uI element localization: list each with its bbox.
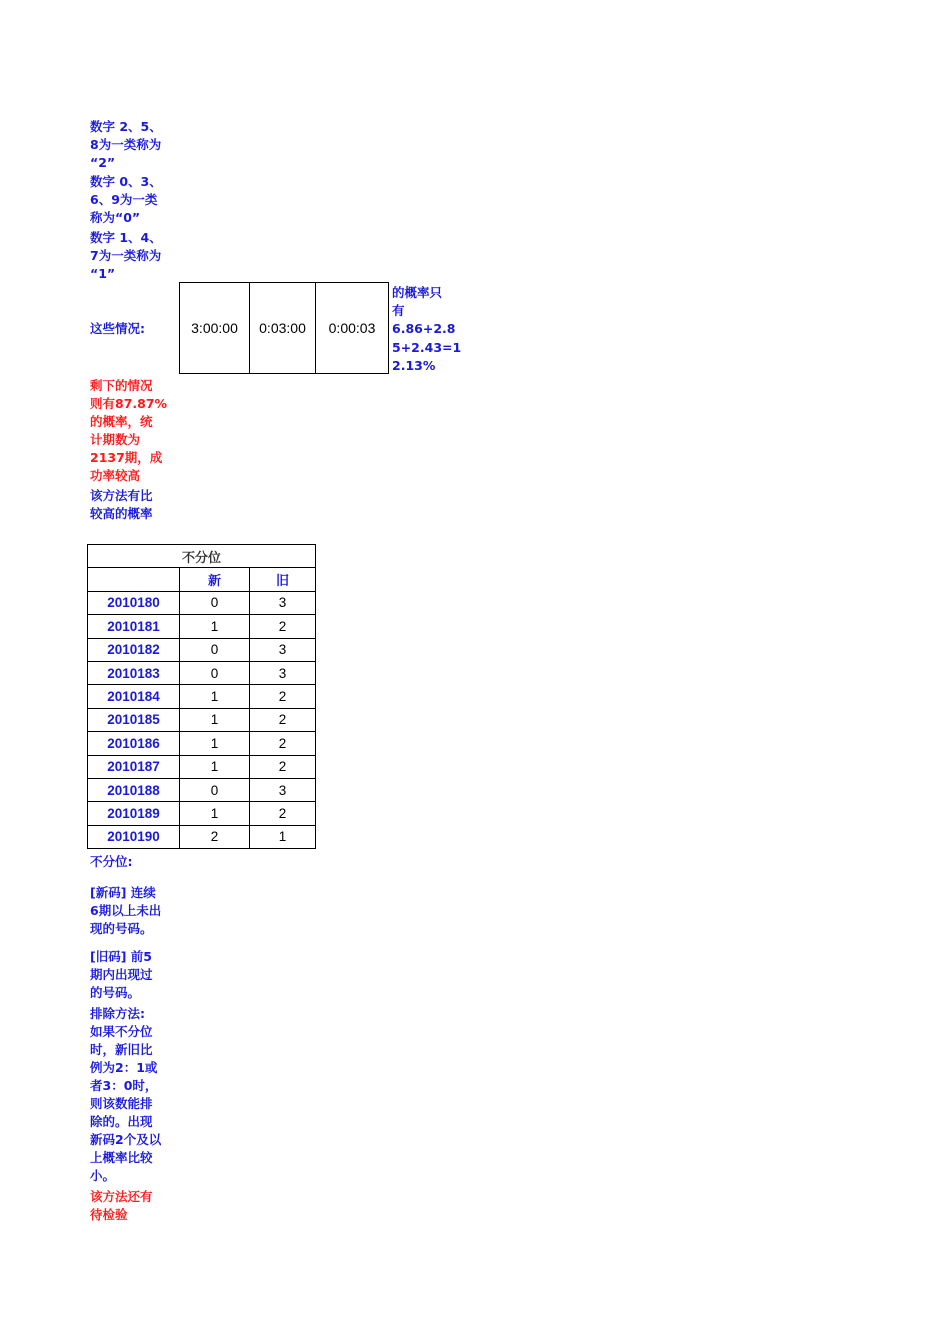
note-category-2: 数字 2、5、 8为一类称为 “2” — [90, 119, 162, 170]
old-count-cell: 2 — [250, 732, 316, 755]
table-row — [88, 708, 316, 731]
new-count-cell: 0 — [180, 591, 250, 614]
old-count-cell: 2 — [250, 708, 316, 731]
note-category-0: 数字 0、3、 6、9为一类 称为“0” — [90, 174, 162, 225]
old-code-note: [旧码] 前5 期内出现过 的号码。 — [90, 949, 153, 1000]
time-cell-2: 0:03:00 — [249, 282, 316, 374]
unsplit-label: 不分位: — [90, 854, 133, 869]
header-blank-cell — [88, 568, 180, 591]
pending-note: 该方法还有 待检验 — [90, 1189, 153, 1222]
header-old: 旧 — [250, 568, 316, 591]
period-cell: 2010189 — [88, 802, 180, 825]
table-title-row — [88, 545, 316, 568]
new-count-cell: 1 — [180, 755, 250, 778]
table-row — [88, 732, 316, 755]
table-row — [88, 661, 316, 684]
period-cell: 2010188 — [88, 778, 180, 801]
old-count-cell: 3 — [250, 661, 316, 684]
new-count-cell: 1 — [180, 802, 250, 825]
table-row — [88, 615, 316, 638]
table-row — [88, 685, 316, 708]
period-cell: 2010182 — [88, 638, 180, 661]
unsplit-table — [87, 544, 316, 849]
situations-label: 这些情况: — [90, 321, 145, 336]
method-high-note: 该方法有比 较高的概率 — [90, 488, 153, 521]
note-category-1: 数字 1、4、 7为一类称为 “1” — [90, 230, 162, 281]
old-count-cell: 1 — [250, 825, 316, 848]
time-cell-3: 0:00:03 — [315, 282, 389, 374]
remaining-note: 剩下的情况 则有87.87% 的概率，统 计期数为 2137期，成 功率较高 — [90, 378, 168, 483]
header-new: 新 — [180, 568, 250, 591]
old-count-cell: 2 — [250, 615, 316, 638]
table-row — [88, 825, 316, 848]
new-code-note: [新码] 连续 6期以上未出 现的号码。 — [90, 885, 162, 936]
old-count-cell: 2 — [250, 755, 316, 778]
table-row — [88, 755, 316, 778]
old-count-cell: 2 — [250, 802, 316, 825]
period-cell: 2010183 — [88, 661, 180, 684]
table-title: 不分位 — [88, 545, 316, 568]
old-count-cell: 3 — [250, 778, 316, 801]
table-row — [88, 638, 316, 661]
new-count-cell: 1 — [180, 615, 250, 638]
probability-note: 的概率只 有 6.86+2.8 5+2.43=1 2.13% — [392, 285, 462, 373]
table-header-row — [88, 568, 316, 591]
exclusion-note: 排除方法: 如果不分位 时，新旧比 例为2：1或 者3：0时， 则该数能排 除的。出现 新码2个及以 上概率比较 小。 — [90, 1006, 162, 1183]
new-count-cell: 1 — [180, 708, 250, 731]
new-count-cell: 1 — [180, 732, 250, 755]
period-cell: 2010185 — [88, 708, 180, 731]
table-row — [88, 591, 316, 614]
period-cell: 2010181 — [88, 615, 180, 638]
table-row — [88, 802, 316, 825]
period-cell: 2010186 — [88, 732, 180, 755]
old-count-cell: 3 — [250, 591, 316, 614]
period-cell: 2010184 — [88, 685, 180, 708]
old-count-cell: 2 — [250, 685, 316, 708]
period-cell: 2010187 — [88, 755, 180, 778]
new-count-cell: 2 — [180, 825, 250, 848]
new-count-cell: 0 — [180, 778, 250, 801]
period-cell: 2010180 — [88, 591, 180, 614]
new-count-cell: 0 — [180, 638, 250, 661]
time-cell-1: 3:00:00 — [179, 282, 250, 374]
new-count-cell: 1 — [180, 685, 250, 708]
new-count-cell: 0 — [180, 661, 250, 684]
period-cell: 2010190 — [88, 825, 180, 848]
table-row — [88, 778, 316, 801]
old-count-cell: 3 — [250, 638, 316, 661]
